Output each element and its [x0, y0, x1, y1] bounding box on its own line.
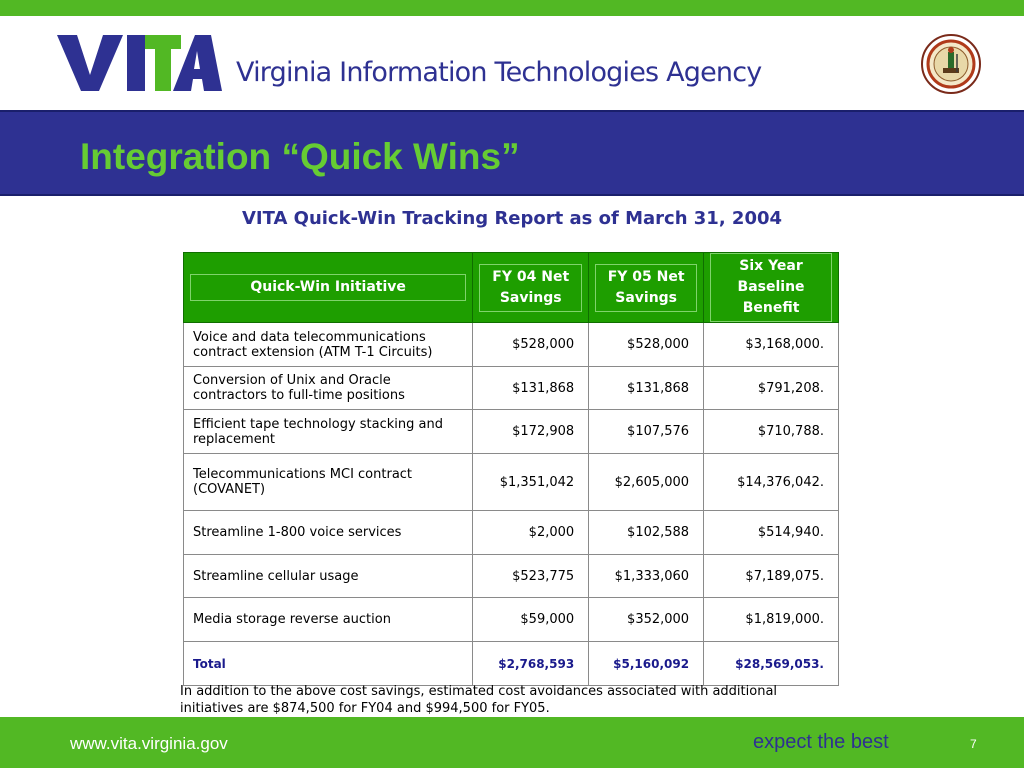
column-header-initiative: Quick-Win Initiative	[184, 253, 473, 323]
fy04-cell: $2,000	[473, 511, 589, 555]
fy05-cell: $1,333,060	[589, 555, 704, 598]
title-band	[0, 110, 1024, 196]
footnote: In addition to the above cost savings, estimated cost avoidances associated with additional initiatives are $874,500 for FY04 and $994,500 for FY05.	[180, 684, 778, 716]
fy05-cell: $2,605,000	[589, 454, 704, 511]
footer-url-link[interactable]: www.vita.virginia.gov	[70, 734, 228, 753]
quick-win-table	[183, 252, 839, 686]
initiative-cell: Telecommunications MCI contract (COVANET)	[184, 454, 473, 511]
initiative-cell: Streamline cellular usage	[184, 555, 473, 598]
page-number: 7	[970, 737, 977, 751]
slide-title: Integration “Quick Wins”	[80, 136, 520, 177]
six-year-cell: $14,376,042.	[704, 454, 839, 511]
table-row	[184, 367, 839, 410]
table-row	[184, 555, 839, 598]
top-green-bar	[0, 0, 1024, 16]
agency-name: Virginia Information Technologies Agency	[236, 57, 762, 88]
table-row	[184, 410, 839, 454]
initiative-cell: Conversion of Unix and Oracle contractors to full-time positions	[184, 367, 473, 410]
table-row	[184, 454, 839, 511]
total-label: Total	[184, 642, 473, 686]
six-year-cell: $1,819,000.	[704, 598, 839, 642]
fy04-cell: $1,351,042	[473, 454, 589, 511]
column-header-fy05: FY 05 Net Savings	[589, 253, 704, 323]
fy04-cell: $523,775	[473, 555, 589, 598]
initiative-cell: Streamline 1-800 voice services	[184, 511, 473, 555]
initiative-cell: Efficient tape technology stacking and replacement	[184, 410, 473, 454]
table-row	[184, 511, 839, 555]
fy04-cell: $528,000	[473, 323, 589, 367]
virginia-state-seal-icon	[921, 34, 981, 94]
total-six-year: $28,569,053.	[704, 642, 839, 686]
fy05-cell: $102,588	[589, 511, 704, 555]
column-header-fy04: FY 04 Net Savings	[473, 253, 589, 323]
column-header-six-year: Six Year Baseline Benefit	[704, 253, 839, 323]
vita-logo	[57, 33, 222, 93]
table-row	[184, 598, 839, 642]
total-row	[184, 642, 839, 686]
report-title: VITA Quick-Win Tracking Report as of March 31, 2004	[241, 208, 783, 229]
table-header-row	[184, 253, 839, 323]
six-year-cell: $791,208.	[704, 367, 839, 410]
fy04-cell: $131,868	[473, 367, 589, 410]
six-year-cell: $514,940.	[704, 511, 839, 555]
fy05-cell: $352,000	[589, 598, 704, 642]
initiative-cell: Media storage reverse auction	[184, 598, 473, 642]
six-year-cell: $7,189,075.	[704, 555, 839, 598]
table-row	[184, 323, 839, 367]
footer-bar	[0, 717, 1024, 768]
six-year-cell: $710,788.	[704, 410, 839, 454]
fy05-cell: $131,868	[589, 367, 704, 410]
total-fy04: $2,768,593	[473, 642, 589, 686]
initiative-cell: Voice and data telecommunications contract extension (ATM T-1 Circuits)	[184, 323, 473, 367]
fy04-cell: $59,000	[473, 598, 589, 642]
fy04-cell: $172,908	[473, 410, 589, 454]
fy05-cell: $528,000	[589, 323, 704, 367]
six-year-cell: $3,168,000.	[704, 323, 839, 367]
fy05-cell: $107,576	[589, 410, 704, 454]
total-fy05: $5,160,092	[589, 642, 704, 686]
footer-tagline: expect the best	[753, 731, 889, 753]
